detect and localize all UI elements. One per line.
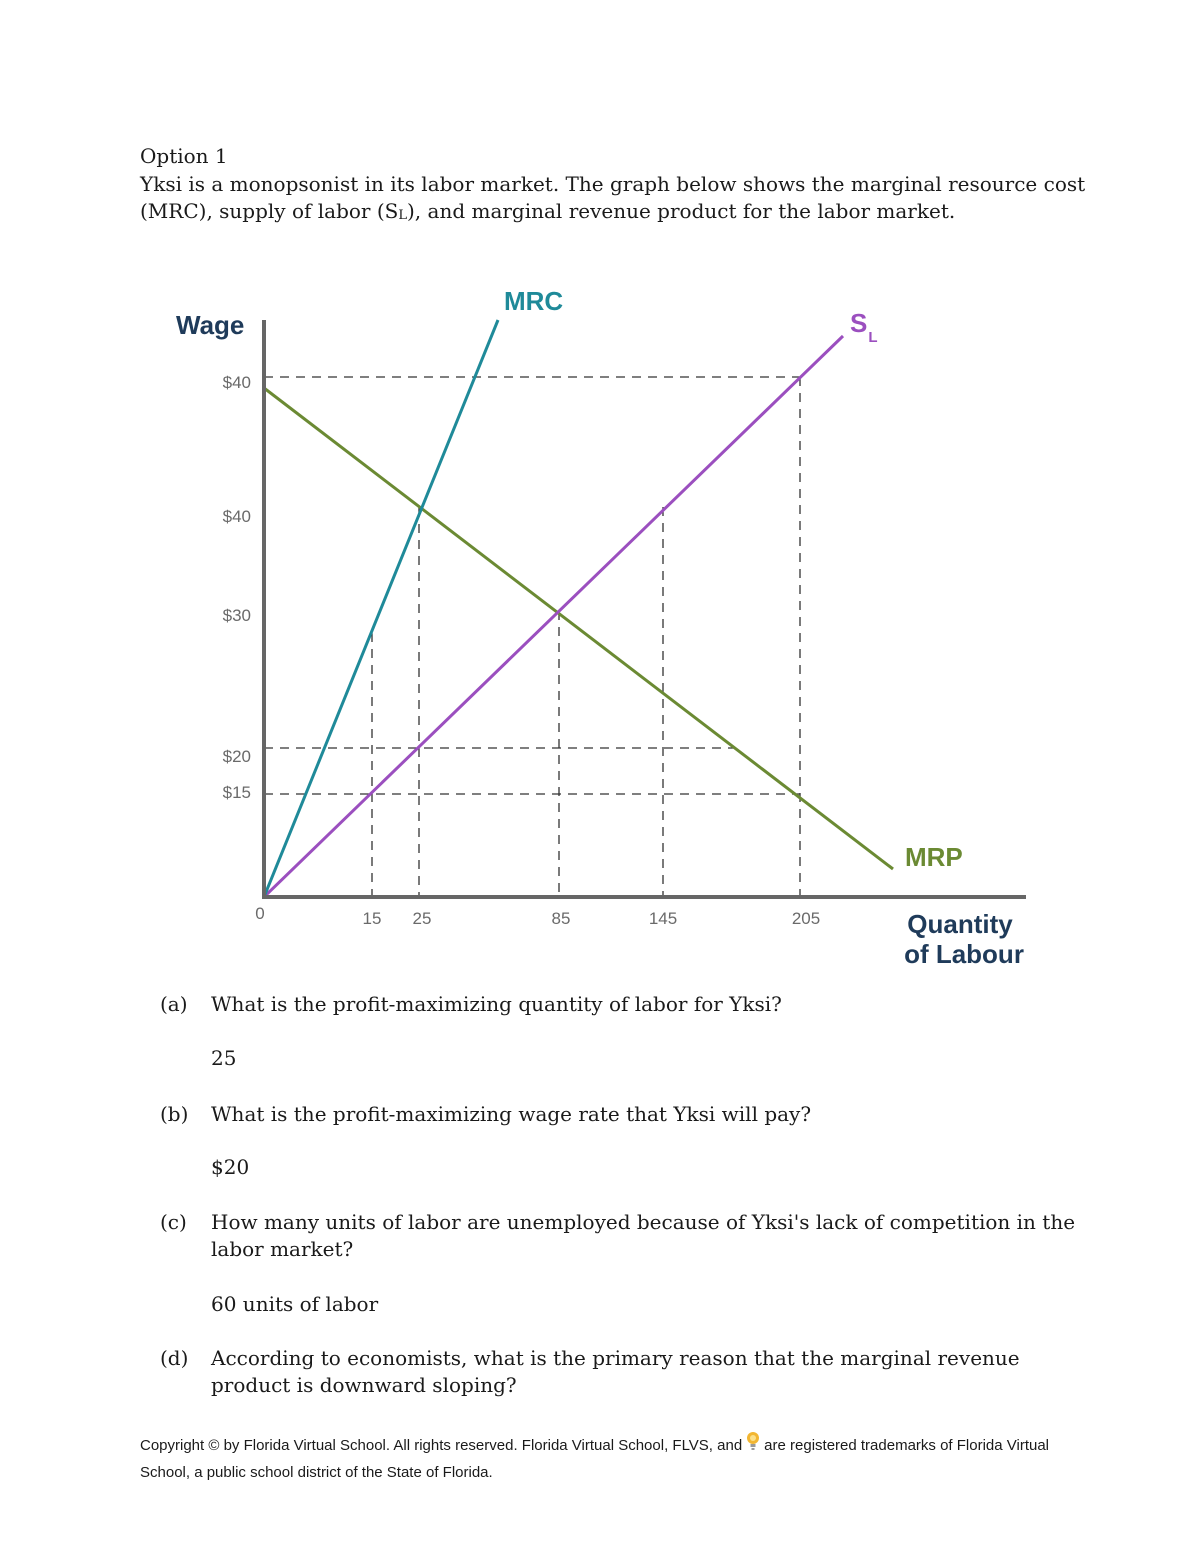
x-tick-label: 25 — [412, 909, 432, 928]
series-mrp-line — [264, 388, 893, 869]
series-sl-line — [264, 336, 843, 897]
series-sl-label: $S_L$ — [850, 308, 878, 346]
x-tick-label: 15 — [362, 909, 382, 928]
y-tick-label: $20 — [222, 747, 251, 766]
x-tick-label: 205 — [791, 909, 821, 928]
y-axis-label: Wage — [176, 310, 245, 340]
series-mrp-label: MRP — [905, 842, 963, 872]
answer-a: 25 — [211, 1046, 237, 1070]
question-text: According to economists, what is the primary reason that the marginal revenue product is downward sloping? — [211, 1346, 1020, 1397]
footer-text-2: are registered trademarks of Florida Virtual School, a public school district of the State of Florida. — [140, 1437, 1050, 1481]
question-text: What is the profit-maximizing quantity of labor for Yksi? — [211, 992, 782, 1016]
y-tick-label: $15 — [222, 783, 251, 802]
intro-line-2: (MRC), supply of labor (SL), and marginal revenue product for the labor market. — [140, 199, 956, 223]
y-tick-label: $40 — [222, 507, 251, 526]
y-tick-label: $40 — [222, 373, 251, 392]
answer-b: $20 — [211, 1155, 250, 1179]
question-c — [160, 1209, 1080, 1263]
x-tick-label: 85 — [551, 909, 571, 928]
series-mrc-label: MRC — [504, 286, 564, 316]
lightbulb-icon — [746, 1431, 760, 1453]
x-axis-label-line2: of Labour — [904, 939, 1024, 969]
y-tick-label: $30 — [222, 606, 251, 625]
x-axis-label-line1: Quantity — [907, 909, 1013, 939]
copyright-footer — [140, 1431, 1060, 1486]
question-text: How many units of labor are unemployed because of Yksi's lack of competition in the labor market? — [211, 1210, 1076, 1261]
answer-c: 60 units of labor — [211, 1292, 379, 1316]
option-title: Option 1 — [140, 144, 228, 168]
question-text: What is the profit-maximizing wage rate that Yksi will pay? — [211, 1102, 812, 1126]
question-label: (a) — [160, 992, 188, 1016]
question-b — [160, 1101, 1080, 1128]
question-d — [160, 1345, 1080, 1399]
x-tick-label: 145 — [648, 909, 678, 928]
footer-text-1: Copyright © by Florida Virtual School. All rights reserved. Florida Virtual School, FLVS, and — [140, 1437, 743, 1454]
series-mrc-line — [264, 320, 498, 897]
question-label: (c) — [160, 1210, 187, 1234]
question-label: (d) — [160, 1346, 189, 1370]
question-label: (b) — [160, 1102, 189, 1126]
question-a — [160, 991, 1080, 1018]
intro-line-1: Yksi is a monopsonist in its labor market. The graph below shows the marginal resource cost — [140, 171, 1086, 196]
x-tick-label: 0 — [255, 904, 265, 923]
